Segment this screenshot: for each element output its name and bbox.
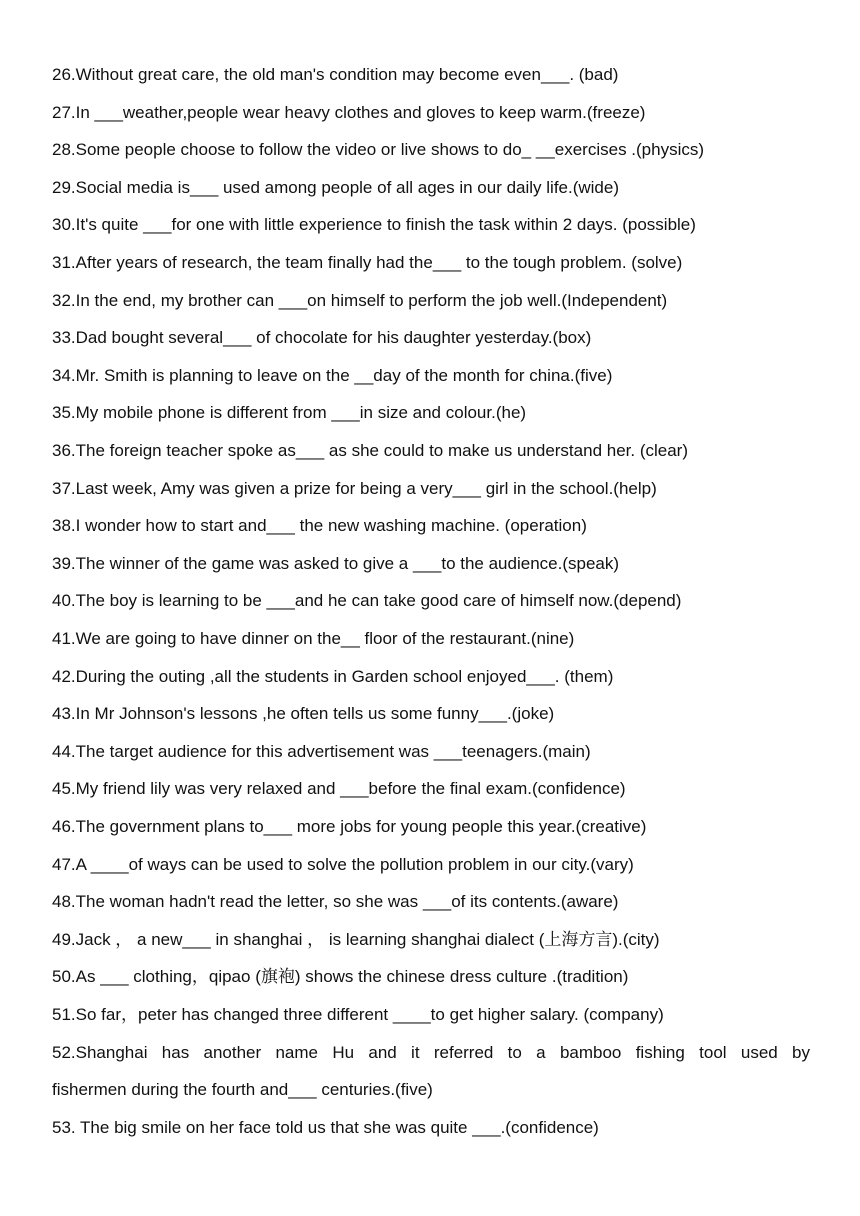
exercise-line: 47.A ____of ways can be used to solve the pollution problem in our city.(vary) (52, 854, 634, 874)
exercise-line: 38.I wonder how to start and___ the new washing machine. (operation) (52, 516, 587, 536)
exercise-line: 52.Shanghai has another name Hu and it referred to a bamboo fishing tool used by (52, 1042, 810, 1062)
exercise-line: 36.The foreign teacher spoke as___ as she could to make us understand her. (clear) (52, 441, 688, 460)
exercise-line: 45.My friend lily was very relaxed and ___before the final exam.(confidence) (52, 779, 626, 799)
exercise-line: 48.The woman hadn't read the letter, so she was ___of its contents.(aware) (52, 892, 619, 912)
exercise-line: 34.Mr. Smith is planning to leave on the __day of the month for china.(five) (52, 365, 613, 385)
exercise-line: 32.In the end, my brother can ___on himself to perform the job well.(Independent) (52, 290, 668, 310)
exercise-line: 43.In Mr Johnson's lessons ,he often tells us some funny___.(joke) (52, 704, 555, 724)
exercise-line: 51.So far，peter has changed three different ____to get higher salary. (company) (52, 1005, 664, 1024)
exercise-line: 31.After years of research, the team finally had the___ to the tough problem. (solve) (52, 253, 683, 272)
exercise-line: 46.The government plans to___ more jobs for young people this year.(creative) (52, 817, 647, 836)
exercise-line: 42.During the outing ,all the students in Garden school enjoyed___. (them) (52, 666, 614, 686)
exercise-line: fishermen during the fourth and___ centuries.(five) (52, 1080, 433, 1100)
exercise-line: 26.Without great care, the old man's condition may become even___. (bad) (52, 65, 619, 84)
exercise-line: 50.As ___ clothing，qipao (旗袍) shows the chinese dress culture .(tradition) (52, 967, 629, 987)
exercise-line: 27.In ___weather,people wear heavy clothes and gloves to keep warm.(freeze) (52, 102, 646, 122)
exercise-line: 29.Social media is___ used among people of all ages in our daily life.(wide) (52, 177, 620, 197)
exercise-line: 35.My mobile phone is different from ___in size and colour.(he) (52, 403, 527, 423)
exercise-line: 30.It's quite ___for one with little experience to finish the task within 2 days. (possible) (52, 215, 696, 235)
exercise-line: 28.Some people choose to follow the video or live shows to do_ __exercises .(physics) (52, 140, 705, 160)
exercise-line: 49.Jack ， a new___ in shanghai ， is learning shanghai dialect (上海方言).(city) (52, 929, 660, 949)
exercise-line: 37.Last week, Amy was given a prize for being a very___ girl in the school.(help) (52, 478, 657, 498)
exercise-line: 41.We are going to have dinner on the__ floor of the restaurant.(nine) (52, 629, 575, 648)
exercise-line: 39.The winner of the game was asked to give a ___to the audience.(speak) (52, 553, 620, 573)
exercise-line: 53. The big smile on her face told us that she was quite ___.(confidence) (52, 1117, 599, 1137)
exercise-line: 33.Dad bought several___ of chocolate for his daughter yesterday.(box) (52, 328, 592, 348)
exercise-line: 44.The target audience for this advertisement was ___teenagers.(main) (52, 741, 591, 761)
exercise-line: 40.The boy is learning to be ___and he can take good care of himself now.(depend) (52, 591, 682, 611)
